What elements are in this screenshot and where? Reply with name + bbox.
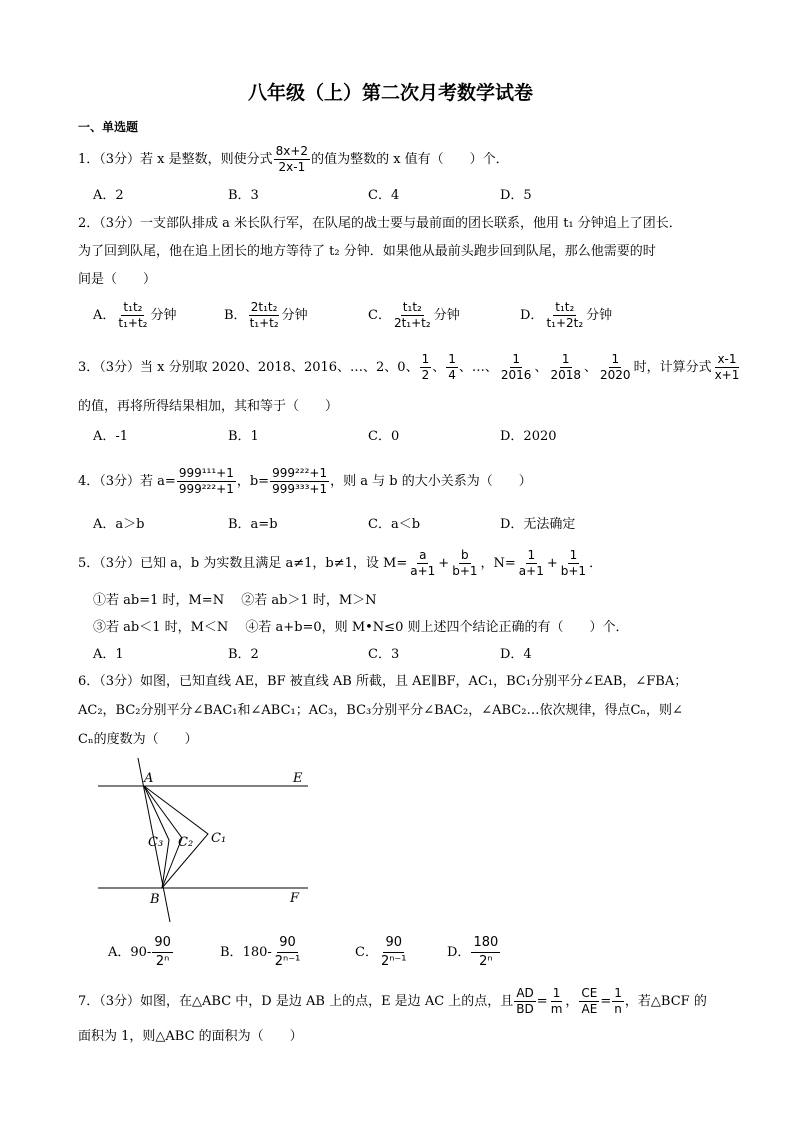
q2-option-d[interactable]: D． $\frac{\text{t₁t₂}}{\text{t₁+2t₂}}$ 分钟 xyxy=(520,300,613,330)
q2-option-b[interactable]: B． $\frac{\text{2t₁t₂}}{\text{t₁+t₂}}$ 分钟 xyxy=(224,300,308,330)
q5-option-d[interactable]: D．4 xyxy=(500,647,532,662)
q6-figure xyxy=(90,752,320,924)
q3-option-d[interactable]: D．2020 xyxy=(500,429,557,444)
question-2-line-3: 间是（ ） xyxy=(78,272,157,287)
q4-option-b[interactable]: B．a=b xyxy=(228,517,278,532)
question-6-line-1: 6．（3分）如图，已知直线 AE，BF 被直线 AB 所截，且 AE∥BF，AC₁，BC₁分别平分∠EAB，∠FBA； xyxy=(78,674,688,689)
question-7-line-2: 面积为 1，则△ABC 的面积为（ ） xyxy=(78,1029,303,1044)
question-4-stem: 4．（3分）若 a= $\frac{\text{999¹¹¹+1}}{\text{999²²²+1}}$ ，b= $\frac{\text{999²²²+1}}{\text{999³³³+1}}$ ，则 a 与 b 的大小关系为（ ） xyxy=(78,466,532,496)
q2-option-a[interactable]: A． $\frac{\text{t₁t₂}}{\text{t₁+t₂}}$ 分钟 xyxy=(93,300,177,330)
label-c2: C₂ xyxy=(178,835,194,850)
q1-option-b[interactable]: B．3 xyxy=(228,188,259,203)
q4-option-a[interactable]: A．a＞b xyxy=(93,517,145,532)
q2-option-c[interactable]: C． $\frac{\text{t₁t₂}}{\text{2t₁+t₂}}$ 分钟 xyxy=(368,300,460,330)
q6-option-a[interactable]: A．90- $\frac{90}{\text{2ⁿ}}$ xyxy=(108,935,171,969)
q5-option-a[interactable]: A．1 xyxy=(93,647,124,662)
section-heading: 一、单选题 xyxy=(78,120,139,134)
q1-option-c[interactable]: C．4 xyxy=(368,188,400,203)
q1-option-d[interactable]: D．5 xyxy=(500,188,532,203)
question-2-line-1: 2．（3分）一支部队排成 a 米长队行军，在队尾的战士要与最前面的团长联系，他用 t₁ 分钟追上了团长． xyxy=(78,216,682,231)
label-b: B xyxy=(150,892,160,907)
q5-option-c[interactable]: C．3 xyxy=(368,647,400,662)
question-2-line-2: 为了回到队尾，他在追上团长的地方等待了 t₂ 分钟．如果他从最前头跑步回到队尾，那么他需要的时 xyxy=(78,244,656,259)
question-6-line-2: AC₂，BC₂分别平分∠BAC₁和∠ABC₁；AC₃，BC₃分别平分∠BAC₂，∠ABC₂…依次规律，得点Cₙ，则∠ xyxy=(78,703,683,718)
question-3-line-2: 的值，再将所得结果相加，其和等于（ ） xyxy=(78,399,339,414)
q4-option-c[interactable]: C．a＜b xyxy=(368,517,421,532)
q1-option-a[interactable]: A．2 xyxy=(93,188,124,203)
q1-stem-a: 1．（3分）若 x 是整数，则使分式 xyxy=(78,152,273,167)
q6-option-b[interactable]: B．180- $\frac{90}{\text{2ⁿ⁻¹}}$ xyxy=(220,935,301,969)
q1-stem-b: 的值为整数的 x 值有（ ）个． xyxy=(311,152,509,167)
question-5-line-2: ①若 ab=1 时，M=N ②若 ab＞1 时，M＞N xyxy=(93,593,377,608)
q6-option-c[interactable]: C． $\frac{90}{\text{2ⁿ⁻¹}}$ xyxy=(355,935,407,969)
question-6-line-3: Cₙ的度数为（ ） xyxy=(78,732,198,747)
q4-option-d[interactable]: D．无法确定 xyxy=(500,517,576,532)
label-a: A xyxy=(144,771,154,786)
q3-option-c[interactable]: C．0 xyxy=(368,429,400,444)
q3-option-b[interactable]: B．1 xyxy=(228,429,259,444)
q6-option-d[interactable]: D． $\frac{180}{\text{2ⁿ}}$ xyxy=(447,935,499,969)
q1-fraction: $\frac{8x+2}{2x-1}$ xyxy=(275,144,309,174)
question-7-stem: 7．（3分）如图，在△ABC 中，D 是边 AB 上的点，E 是边 AC 上的点，且 $\frac{AD}{BD}$ = $\frac{1}{m}$ ， $\frac{CE}{AE}$ = $\frac{1}{n}$ ，若△BCF 的 xyxy=(78,986,707,1016)
q3-option-a[interactable]: A．-1 xyxy=(93,429,129,444)
question-5-stem: 5．（3分）已知 a，b 为实数且满足 a≠1，b≠1，设 M= $\frac{a}{a+1}$ + $\frac{b}{b+1}$ ，N= $\frac{1}{a+1}$ + $\frac{1}{b+1}$ ． xyxy=(78,548,603,578)
question-3-stem: 3．（3分）当 x 分别取 2020、2018、2016、…、2、0、 $\frac{1}{2}$ 、 $\frac{1}{4}$ 、…、 $\frac{1}{2016}$ 、 $\frac{1}{2018}$ 、 $\frac{1}{2020}$ 时，计算分式 $\frac{x-1}{x+1}$ xyxy=(78,352,740,382)
label-c1: C₁ xyxy=(211,831,227,846)
question-1-stem xyxy=(78,144,509,175)
label-c3: C₃ xyxy=(148,835,164,850)
page-title: 八年级（上）第二次月考数学试卷 xyxy=(248,82,534,104)
q5-option-b[interactable]: B．2 xyxy=(228,647,259,662)
label-e: E xyxy=(293,771,303,786)
question-5-line-3: ③若 ab＜1 时，M＜N ④若 a+b=0，则 M•N≤0 则上述四个结论正确的有（ ）个． xyxy=(93,620,629,635)
label-f: F xyxy=(290,891,300,906)
